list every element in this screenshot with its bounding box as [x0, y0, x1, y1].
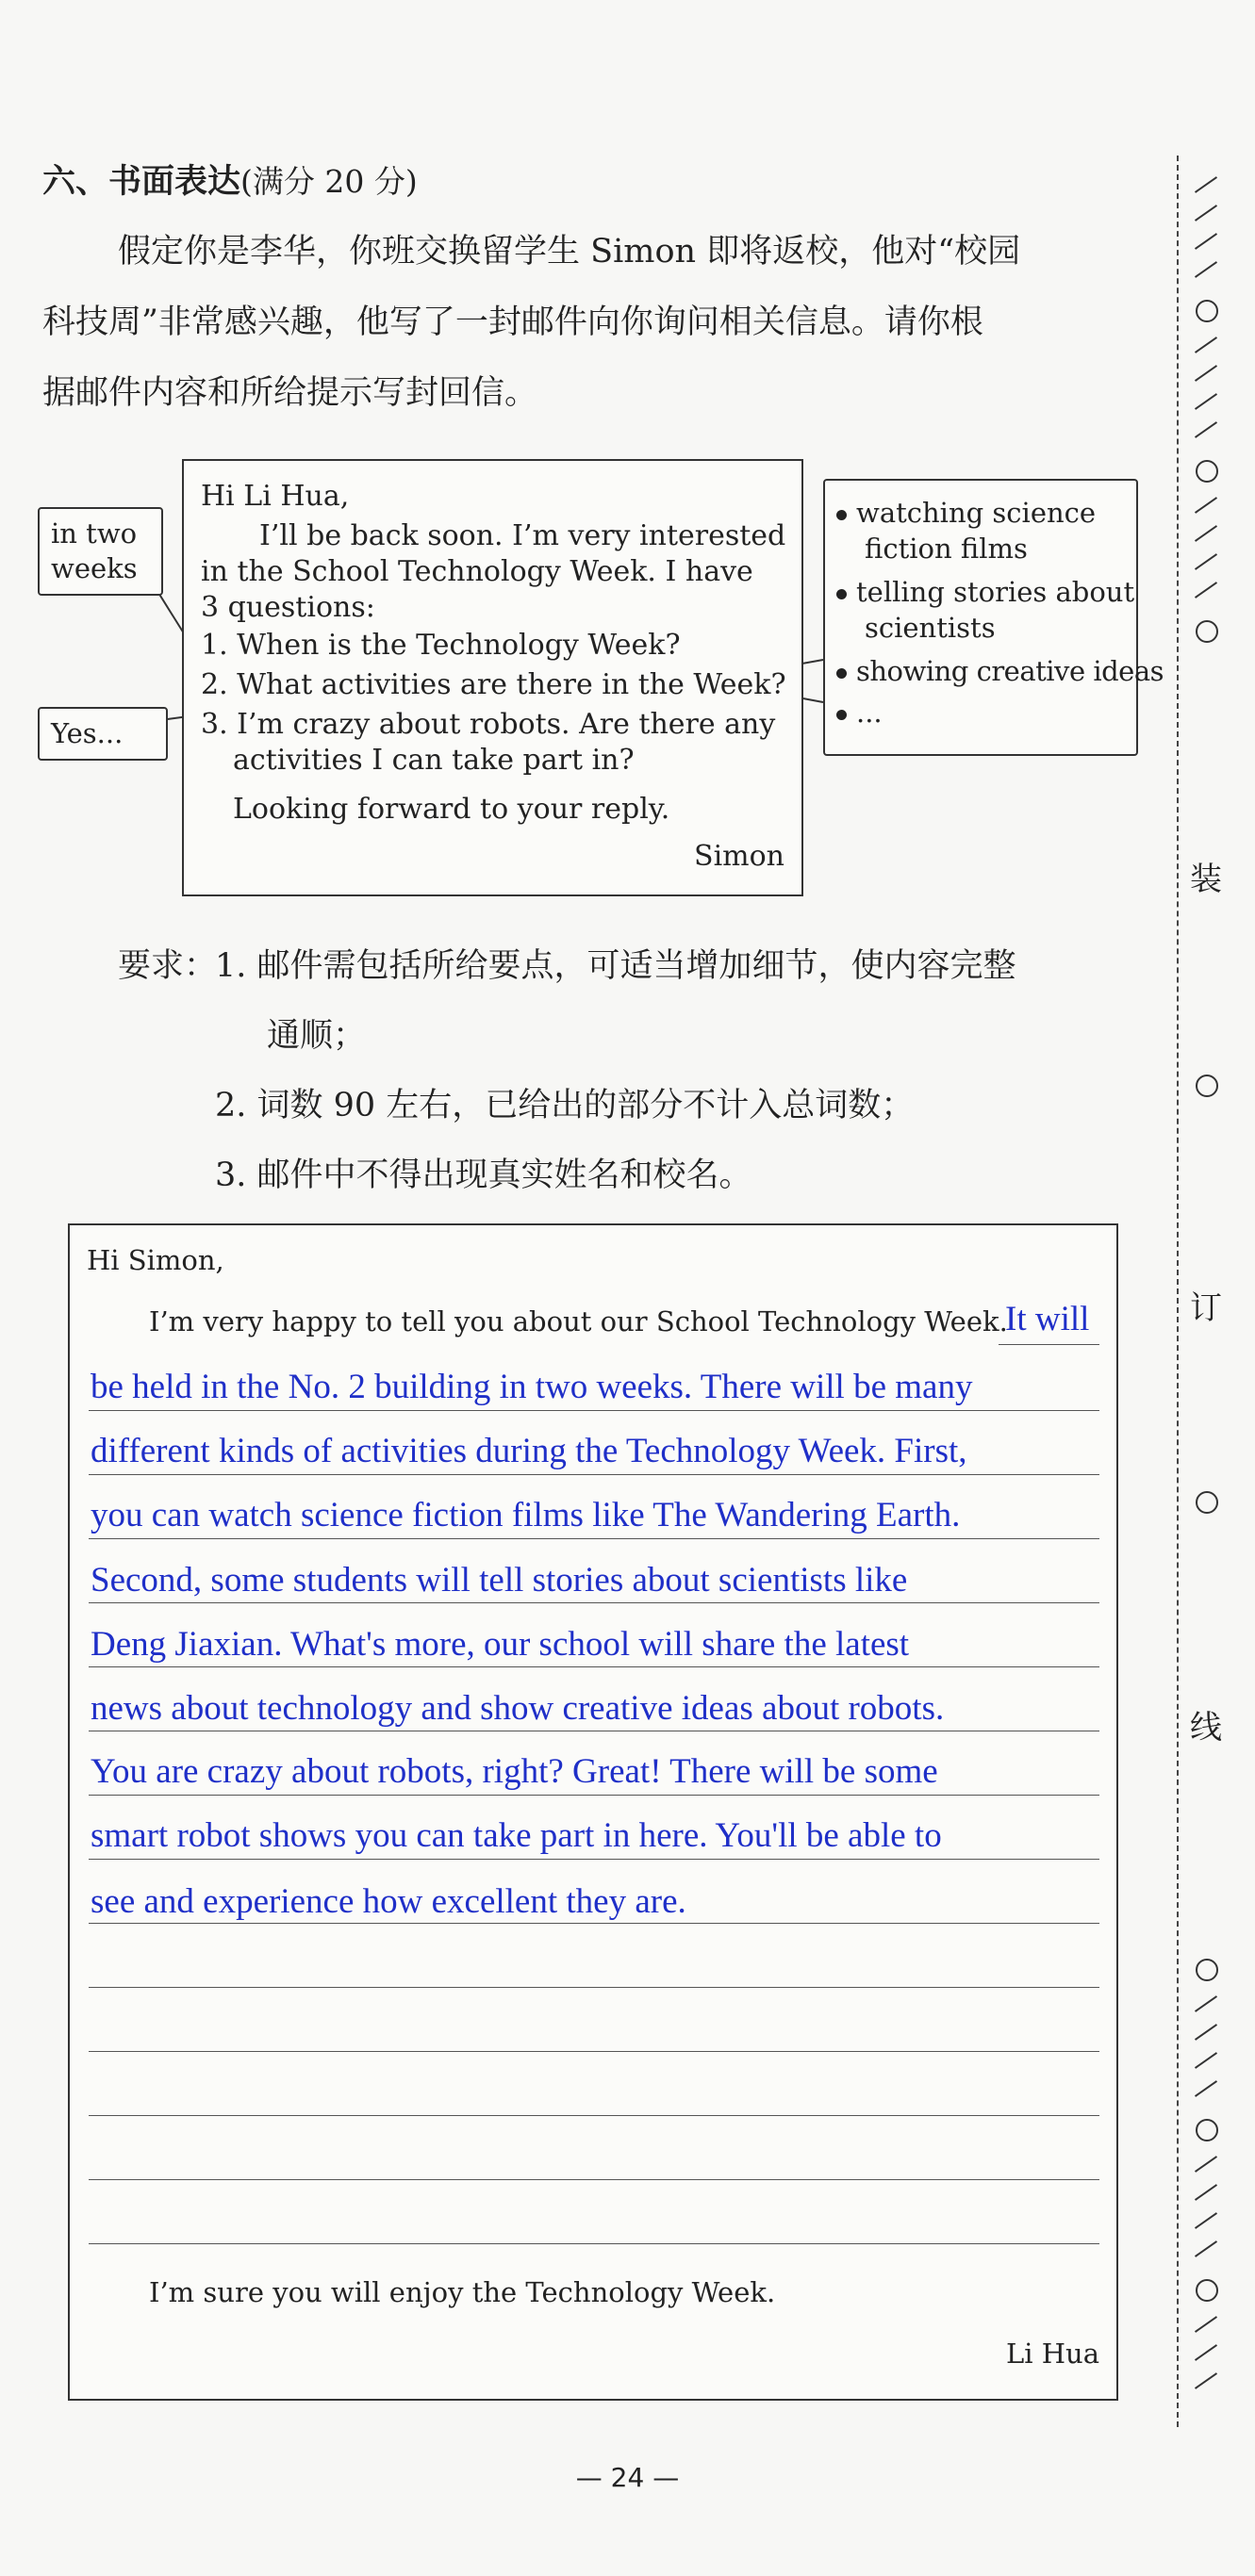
simon-email [182, 459, 803, 896]
bullet-icon [836, 510, 847, 520]
email-closing: Looking forward to your reply. [233, 793, 670, 826]
margin-mark [1195, 2212, 1217, 2229]
email-line: in the School Technology Week. I have [201, 555, 753, 588]
writing-line [89, 2179, 1099, 2180]
requirement-1: 1. 邮件需包括所给要点，可适当增加细节，使内容完整 [215, 947, 1016, 985]
margin-mark [1195, 2344, 1217, 2361]
requirement-2: 2. 词数 90 左右，已给出的部分不计入总词数； [215, 1087, 915, 1124]
circle-icon [1196, 300, 1218, 322]
writing-line [89, 1410, 1099, 1411]
bullet-icon [836, 668, 847, 679]
hint-item: telling stories about [856, 576, 1135, 608]
handwritten-line: see and experience how excellent they are. [91, 1882, 686, 1921]
hint-item: watching science [856, 497, 1097, 529]
circle-icon [1196, 1075, 1218, 1097]
writing-line [89, 2051, 1099, 2052]
email-greeting: Hi Li Hua, [201, 480, 350, 513]
writing-line [89, 1795, 1099, 1796]
margin-mark [1195, 2372, 1217, 2389]
email-line: I’ll be back soon. I’m very interested [259, 519, 786, 552]
answer-opening: I’m very happy to tell you about our School Technology Week. [149, 1305, 1008, 1337]
margin-mark [1195, 2316, 1217, 2333]
circle-icon [1196, 620, 1218, 643]
writing-line [89, 1538, 1099, 1539]
section-score: (满分 20 分) [240, 163, 418, 200]
question-1: 1. When is the Technology Week? [201, 629, 681, 662]
question-3: 3. I’m crazy about robots. Are there any [201, 708, 776, 741]
email-line: 3 questions: [201, 591, 375, 624]
tag-line: in two [51, 517, 138, 550]
writing-line [89, 2115, 1099, 2116]
tag-in-two-weeks [38, 507, 163, 596]
intro-line: 据邮件内容和所给提示写封回信。 [42, 374, 538, 412]
writing-line [89, 1666, 1099, 1667]
section-heading: 六、书面表达 [42, 163, 241, 201]
binding-line [1177, 156, 1179, 2427]
question-2: 2. What activities are there in the Week? [201, 668, 786, 701]
writing-line [89, 1987, 1099, 1988]
hint-item: fiction films [865, 533, 1028, 565]
answer-greeting: Hi Simon, [87, 1244, 224, 1276]
handwritten-line: different kinds of activities during the Technology Week. First, [91, 1432, 967, 1470]
writing-line [89, 1859, 1099, 1860]
bullet-icon [836, 589, 847, 599]
hint-item: scientists [865, 612, 996, 644]
page-number: — 24 — [575, 2462, 680, 2493]
margin-mark [1195, 2240, 1217, 2257]
writing-line [89, 1923, 1099, 1924]
writing-line [999, 1344, 1099, 1345]
question-3-cont: activities I can take part in? [233, 744, 635, 777]
handwritten-text: It will [1005, 1300, 1090, 1338]
circle-icon [1196, 2119, 1218, 2141]
handwritten-line: you can watch science fiction films like The Wandering Earth. [91, 1496, 961, 1534]
writing-line [89, 1602, 1099, 1603]
margin-mark [1195, 2156, 1217, 2173]
requirement-3: 3. 邮件中不得出现真实姓名和校名。 [215, 1157, 752, 1194]
handwritten-line: news about technology and show creative ideas about robots. [91, 1689, 945, 1728]
margin-mark [1195, 2052, 1217, 2069]
margin-char: 装 [1190, 861, 1222, 898]
intro-line: 科技周”非常感兴趣，他写了一封邮件向你询问相关信息。请你根 [42, 304, 983, 341]
handwritten-line: be held in the No. 2 building in two weeks. There will be many [91, 1368, 973, 1406]
handwritten-line: Second, some students will tell stories about scientists like [91, 1561, 908, 1600]
margin-mark [1195, 2024, 1217, 2041]
writing-line [89, 2243, 1099, 2244]
handwritten-line: You are crazy about robots, right? Great! There will be some [91, 1752, 938, 1791]
handwritten-line: Deng Jiaxian. What's more, our school will share the latest [91, 1625, 910, 1664]
bullet-icon [836, 710, 847, 720]
email-signature: Simon [694, 840, 784, 873]
hint-item: showing creative ideas [856, 655, 1164, 687]
margin-char: 线 [1190, 1709, 1222, 1747]
circle-icon [1196, 1491, 1218, 1514]
hint-item: ... [856, 697, 883, 729]
tag-yes [38, 707, 168, 761]
answer-ending: I’m sure you will enjoy the Technology Week. [149, 2276, 776, 2308]
circle-icon [1196, 460, 1218, 483]
writing-line [89, 1474, 1099, 1475]
hint-box [823, 479, 1164, 756]
intro-line: 假定你是李华，你班交换留学生 Simon 即将返校，他对“校园 [118, 233, 1021, 271]
requirement-1-cont: 通顺； [267, 1017, 367, 1055]
margin-mark [1195, 2080, 1217, 2097]
circle-icon [1196, 1959, 1218, 1981]
answer-signature: Li Hua [1005, 2338, 1099, 2370]
answer-sheet [68, 1223, 1118, 2401]
circle-icon [1196, 2279, 1218, 2302]
margin-mark [1195, 2184, 1217, 2201]
tag-line: weeks [51, 552, 138, 584]
tag-line: Yes... [51, 717, 124, 749]
requirements-label: 要求： [118, 947, 218, 985]
margin-char: 订 [1190, 1289, 1222, 1327]
handwritten-line: smart robot shows you can take part in here. You'll be able to [91, 1816, 942, 1855]
margin-mark [1195, 1995, 1217, 2012]
